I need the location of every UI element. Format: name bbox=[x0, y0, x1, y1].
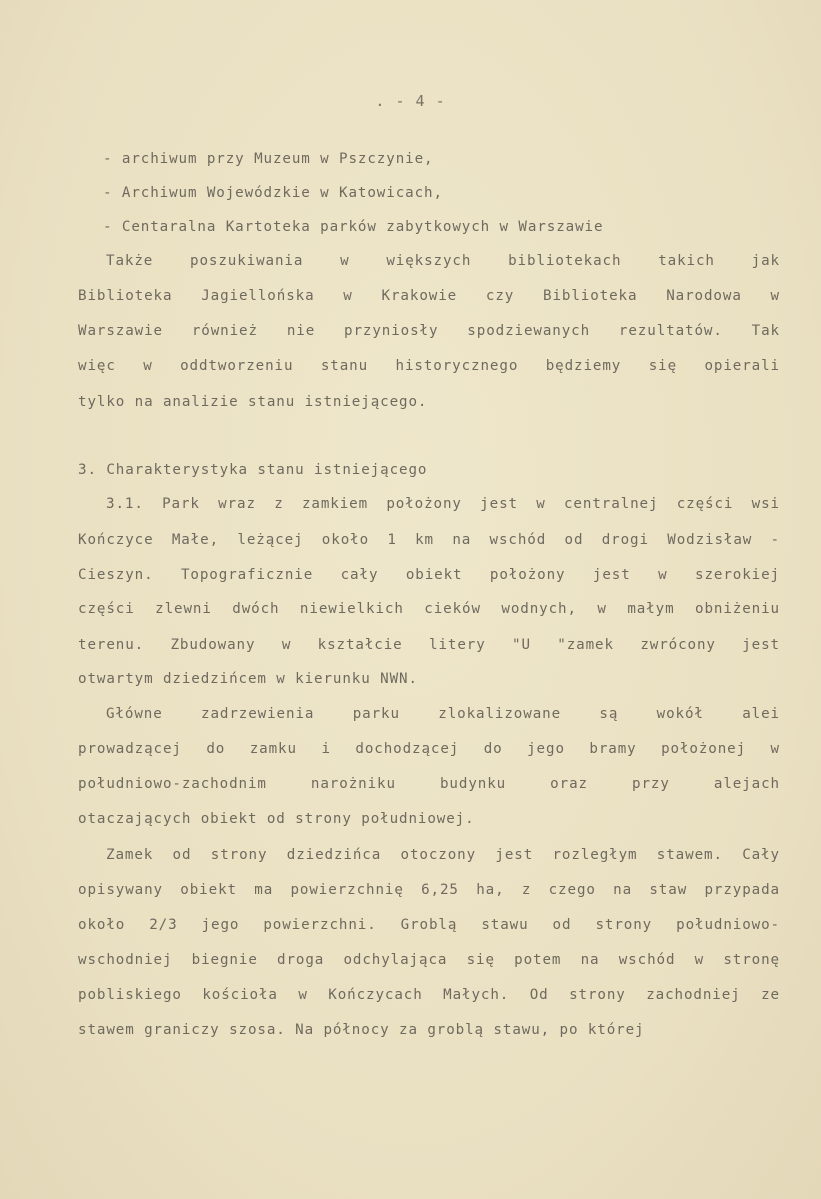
paragraph-line: otwartym dziedzińcem w kierunku NWN. bbox=[78, 671, 418, 687]
paragraph-line: Biblioteka Jagiellońska w Krakowie czy Biblioteka Narodowa w bbox=[78, 288, 780, 304]
paragraph-line: Także poszukiwania w większych bibliotekach takich jak bbox=[106, 253, 780, 269]
paragraph-line: 3.1. Park wraz z zamkiem położony jest w centralnej części wsi bbox=[106, 496, 780, 512]
paragraph-line: Cieszyn. Topograficznie cały obiekt położony jest w szerokiej bbox=[78, 567, 780, 583]
paragraph-line: tylko na analizie stanu istniejącego. bbox=[78, 394, 428, 410]
paragraph-line: terenu. Zbudowany w kształcie litery "U "zamek zwrócony jest bbox=[78, 637, 780, 653]
list-item: - Archiwum Wojewódzkie w Katowicach, bbox=[103, 185, 443, 201]
list-item: - Centaralna Kartoteka parków zabytkowych w Warszawie bbox=[103, 219, 604, 235]
paragraph-line: wschodniej biegnie droga odchylająca się potem na wschód w stronę bbox=[78, 952, 780, 968]
page-number: . - 4 - bbox=[375, 92, 446, 110]
paragraph-line: Zamek od strony dziedzińca otoczony jest rozległym stawem. Cały bbox=[106, 847, 780, 863]
paragraph-line: otaczających obiekt od strony południowej. bbox=[78, 811, 475, 827]
paragraph-line: prowadzącej do zamku i dochodzącej do jego bramy położonej w bbox=[78, 741, 780, 757]
list-item: - archiwum przy Muzeum w Pszczynie, bbox=[103, 151, 434, 167]
paragraph-line: południowo-zachodnim narożniku budynku oraz przy alejach bbox=[78, 776, 780, 792]
paragraph-line: Główne zadrzewienia parku zlokalizowane są wokół alei bbox=[106, 706, 780, 722]
paragraph-line: więc w oddtworzeniu stanu historycznego będziemy się opierali bbox=[78, 358, 780, 374]
paragraph-line: pobliskiego kościoła w Kończycach Małych. Od strony zachodniej ze bbox=[78, 987, 780, 1003]
paragraph-line: Kończyce Małe, leżącej około 1 km na wschód od drogi Wodzisław - bbox=[78, 532, 780, 548]
paragraph-line: około 2/3 jego powierzchni. Groblą stawu od strony południowo- bbox=[78, 917, 780, 933]
paragraph-line: stawem graniczy szosa. Na północy za groblą stawu, po której bbox=[78, 1022, 645, 1038]
paragraph-line: Warszawie również nie przyniosły spodziewanych rezultatów. Tak bbox=[78, 323, 780, 339]
paragraph-line: części zlewni dwóch niewielkich cieków wodnych, w małym obniżeniu bbox=[78, 601, 780, 617]
section-heading: 3. Charakterystyka stanu istniejącego bbox=[78, 462, 428, 478]
paragraph-line: opisywany obiekt ma powierzchnię 6,25 ha, z czego na staw przypada bbox=[78, 882, 780, 898]
